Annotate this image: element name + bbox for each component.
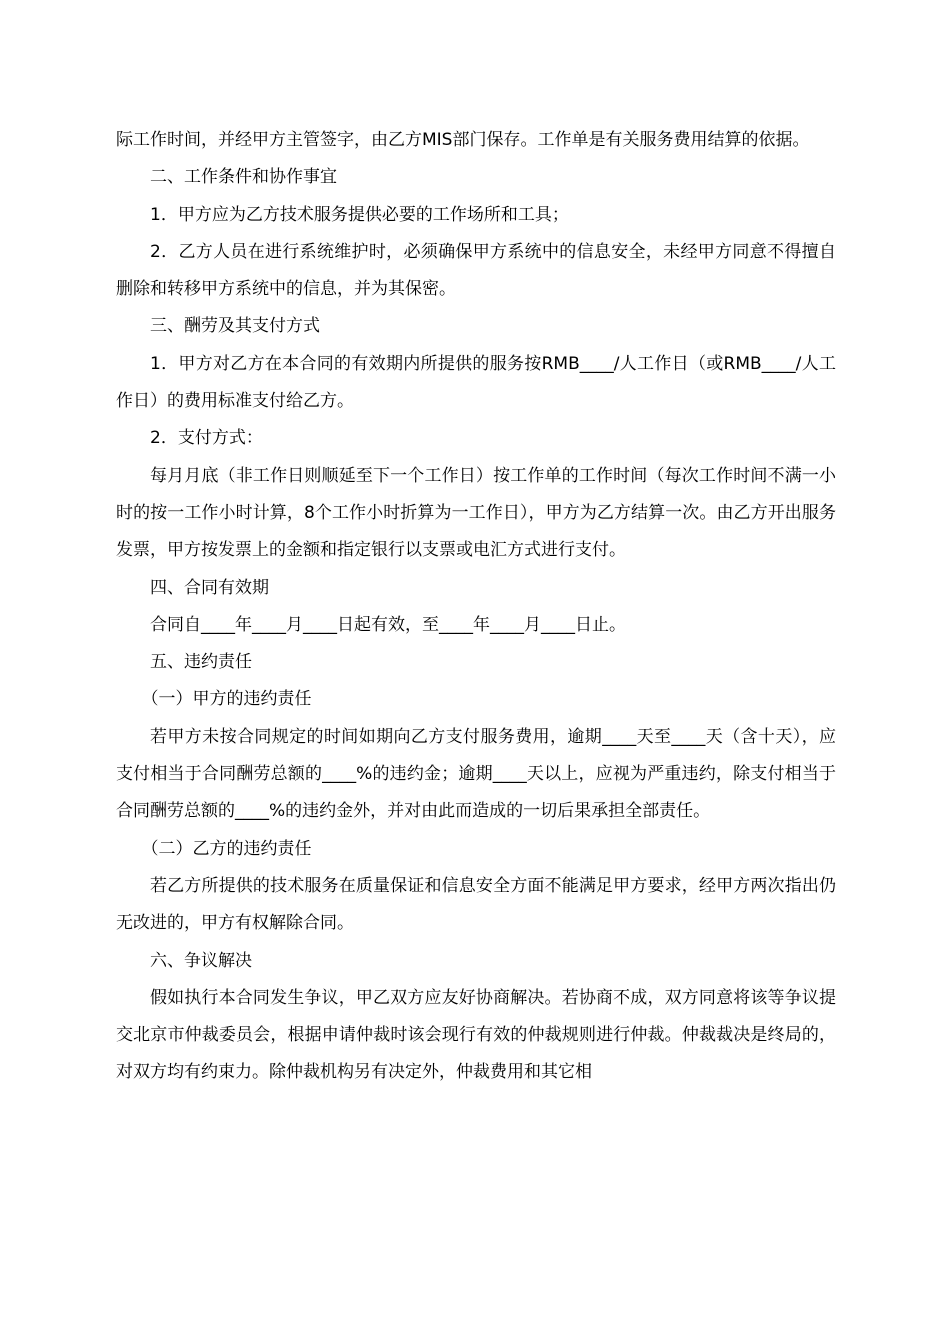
paragraph-work-order-continued: 际工作时间，并经甲方主管签字，由乙方MIS部门保存。工作单是有关服务费用结算的依据。 <box>116 130 810 150</box>
heading-section-5: 五、违约责任 <box>150 652 252 673</box>
contract-term-text: 合同自____年____月____日起有效，至____年____月____日止。 <box>150 614 626 635</box>
dispute-resolution-text: 假如执行本合同发生争议，甲乙双方应友好协商解决。若协商不成，双方同意将该等争议提交北京市仲裁委员会，根据申请仲裁时该会现行有效的仲裁规则进行仲裁。仲裁裁决是终局的，对双方均有约束力。除仲裁机构另有决定外，仲裁费用和其它相 <box>116 987 836 1083</box>
clause-3-1: 1．甲方对乙方在本合同的有效期内所提供的服务按RMB____/人工作日（或RMB____/人工作日）的费用标准支付给乙方。 <box>116 353 836 412</box>
heading-section-3: 三、酬劳及其支付方式 <box>150 316 320 337</box>
subheading-party-a-breach: （一）甲方的违约责任 <box>141 689 312 710</box>
party-b-breach-text: 若乙方所提供的技术服务在质量保证和信息安全方面不能满足甲方要求，经甲方两次指出仍无改进的，甲方有权解除合同。 <box>116 875 836 934</box>
clause-2-1: 1．甲方应为乙方技术服务提供必要的工作场所和工具； <box>150 204 569 225</box>
payment-method-text: 每月月底（非工作日则顺延至下一个工作日）按工作单的工作时间（每次工作时间不满一小时的按一工作小时计算，8个工作小时折算为一工作日），甲方为乙方结算一次。由乙方开出服务发票，甲方按发票上的金额和指定银行以支票或电汇方式进行支付。 <box>116 465 836 561</box>
heading-section-4: 四、合同有效期 <box>150 577 269 598</box>
heading-section-2: 二、工作条件和协作事宜 <box>150 167 337 188</box>
heading-section-6: 六、争议解决 <box>150 950 252 971</box>
document-body <box>116 122 836 1092</box>
party-a-breach-text: 若甲方未按合同规定的时间如期向乙方支付服务费用，逾期____天至____天（含十天），应支付相当于合同酬劳总额的____%的违约金；逾期____天以上，应视为严重违约，除支付相当于合同酬劳总额的____%的违约金外，并对由此而造成的一切后果承担全部责任。 <box>116 726 836 822</box>
clause-3-2: 2．支付方式： <box>150 428 263 449</box>
subheading-party-b-breach: （二）乙方的违约责任 <box>141 838 312 859</box>
clause-2-2: 2．乙方人员在进行系统维护时，必须确保甲方系统中的信息安全，未经甲方同意不得擅自删除和转移甲方系统中的信息，并为其保密。 <box>116 241 836 300</box>
